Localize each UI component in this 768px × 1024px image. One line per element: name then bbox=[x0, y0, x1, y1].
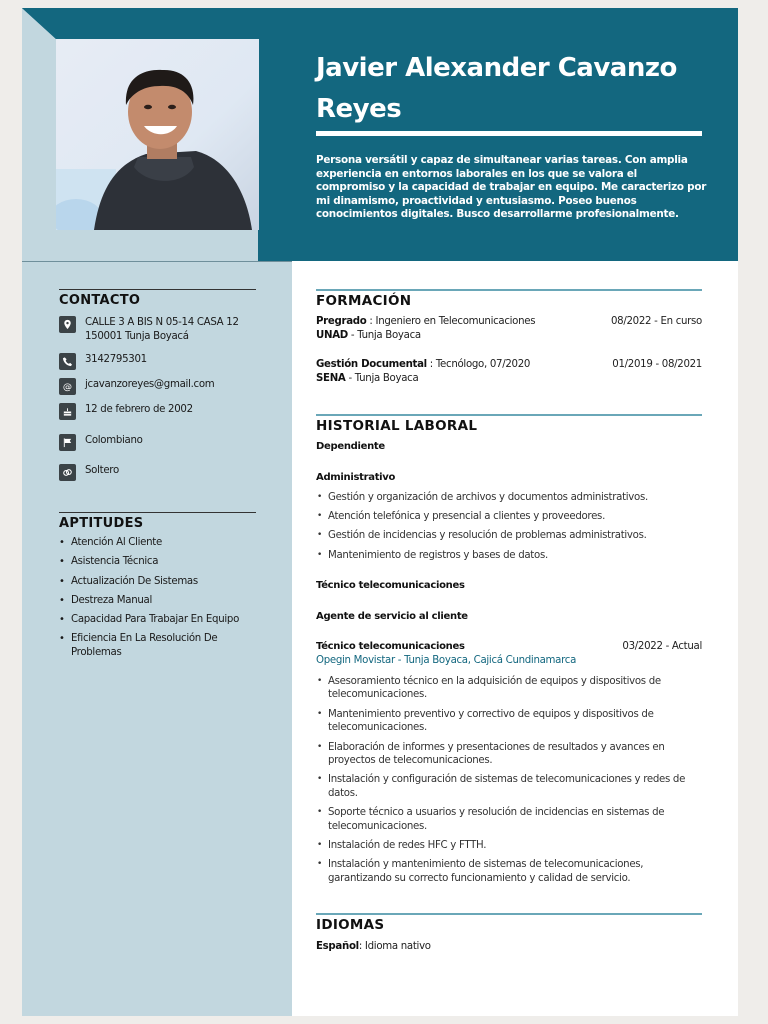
language-name: Español bbox=[316, 941, 359, 952]
list-item: • Soporte técnico a usuarios y resolución de incidencias en sistemas de telecomunicaciones. bbox=[316, 806, 686, 833]
resume-page bbox=[22, 8, 738, 1016]
contact-email[interactable] bbox=[59, 378, 259, 395]
list-item: • Actualización De Sistemas bbox=[59, 575, 259, 589]
contact-phone-text: 3142795301 bbox=[85, 354, 147, 365]
list-item: • Atención Al Cliente bbox=[59, 536, 259, 550]
degree-name: : Ingeniero en Telecomunicaciones bbox=[366, 316, 536, 327]
employment-type: Dependiente bbox=[316, 441, 385, 452]
company-name: Opegin Movistar - Tunja Boyaca, Cajicá Cundinamarca bbox=[316, 655, 577, 666]
list-item: • Gestión de incidencias y resolución de problemas administrativos. bbox=[316, 529, 686, 542]
education-entry bbox=[316, 315, 702, 343]
contact-birthday bbox=[59, 403, 259, 420]
job-date: 03/2022 - Actual bbox=[622, 641, 702, 652]
profile-photo bbox=[56, 39, 259, 230]
location-icon bbox=[59, 316, 76, 333]
skills-list bbox=[59, 536, 259, 665]
education-date: 08/2022 - En curso bbox=[611, 316, 702, 327]
list-item: • Atención telefónica y presencial a clientes y proveedores. bbox=[316, 510, 686, 523]
job-title-agent: Agente de servicio al cliente bbox=[316, 611, 468, 622]
school-place: - Tunja Boyaca bbox=[345, 373, 419, 384]
contact-marital-text: Soltero bbox=[85, 465, 119, 476]
education-date: 01/2019 - 08/2021 bbox=[612, 359, 702, 370]
language-level: : Idioma nativo bbox=[358, 941, 431, 952]
contact-nationality bbox=[59, 434, 259, 451]
email-icon bbox=[59, 378, 76, 395]
profile-summary: Persona versátil y capaz de simultanear varias tareas. Con amplia experiencia en entornos laborales en los que se valora el compromiso y la capacidad de trabajar en equipo. Me caracterizo por mi dinamismo, proactividad y entusiasmo. Poseo buenos conocimientos digitales. Busco desarrollarme profesionalmente. bbox=[316, 154, 707, 221]
flag-icon bbox=[59, 434, 76, 451]
candidate-name: Javier Alexander Cavanzo Reyes bbox=[316, 53, 677, 124]
degree-label: Pregrado bbox=[316, 316, 367, 327]
rings-icon bbox=[59, 464, 76, 481]
degree-label: Gestión Documental bbox=[316, 359, 427, 370]
list-item: • Asesoramiento técnico en la adquisición de equipos y dispositivos de telecomunicaciones. bbox=[316, 675, 686, 702]
school-place: - Tunja Boyaca bbox=[347, 330, 421, 341]
list-item: • Gestión y organización de archivos y documentos administrativos. bbox=[316, 491, 686, 504]
school-name: SENA bbox=[316, 373, 346, 384]
list-item: • Destreza Manual bbox=[59, 594, 259, 608]
sidebar-divider bbox=[22, 261, 292, 262]
list-item: • Elaboración de informes y presentaciones de resultados y avances en proyectos de telecomunicaciones. bbox=[316, 741, 686, 768]
admin-duties-list bbox=[316, 491, 686, 568]
list-item: • Asistencia Técnica bbox=[59, 555, 259, 569]
skills-title: APTITUDES bbox=[59, 516, 144, 531]
contact-phone bbox=[59, 353, 259, 370]
contact-title: CONTACTO bbox=[59, 293, 141, 308]
contact-birthday-text: 12 de febrero de 2002 bbox=[85, 404, 193, 415]
contact-title-rule bbox=[59, 289, 256, 290]
language-entry bbox=[316, 941, 431, 952]
phone-icon bbox=[59, 353, 76, 370]
education-entry bbox=[316, 358, 702, 386]
contact-nationality-text: Colombiano bbox=[85, 435, 143, 446]
list-item: • Mantenimiento de registros y bases de datos. bbox=[316, 549, 686, 562]
svg-text:@: @ bbox=[62, 381, 73, 392]
list-item: • Capacidad Para Trabajar En Equipo bbox=[59, 613, 259, 627]
birthday-icon bbox=[59, 403, 76, 420]
education-title-rule bbox=[316, 289, 702, 291]
list-item: • Eficiencia En La Resolución De Problemas bbox=[59, 632, 229, 659]
job-title-admin: Administrativo bbox=[316, 472, 396, 483]
job-title: Técnico telecomunicaciones bbox=[316, 641, 465, 652]
education-title: FORMACIÓN bbox=[316, 293, 412, 309]
job-duties-list bbox=[316, 675, 686, 891]
skills-title-rule bbox=[59, 512, 256, 513]
languages-title-rule bbox=[316, 913, 702, 915]
degree-name: : Tecnólogo, 07/2020 bbox=[426, 359, 531, 370]
name-underline bbox=[316, 131, 702, 136]
job-title-tech: Técnico telecomunicaciones bbox=[316, 580, 465, 591]
contact-address-text: CALLE 3 A BIS N 05-14 CASA 12 150001 Tunja Boyacá bbox=[85, 317, 239, 342]
contact-marital-status bbox=[59, 464, 259, 481]
school-name: UNAD bbox=[316, 330, 348, 341]
list-item: • Instalación y mantenimiento de sistemas de telecomunicaciones, garantizando su correcto funcionamiento y calidad de servicio. bbox=[316, 858, 686, 885]
list-item: • Instalación de redes HFC y FTTH. bbox=[316, 839, 686, 852]
contact-address bbox=[59, 316, 259, 343]
list-item: • Instalación y configuración de sistemas de telecomunicaciones y redes de datos. bbox=[316, 773, 686, 800]
contact-email-text[interactable]: jcavanzoreyes@gmail.com bbox=[85, 379, 215, 390]
work-title-rule bbox=[316, 414, 702, 416]
list-item: • Mantenimiento preventivo y correctivo de equipos y dispositivos de telecomunicaciones. bbox=[316, 708, 686, 735]
work-title: HISTORIAL LABORAL bbox=[316, 418, 478, 434]
languages-title: IDIOMAS bbox=[316, 917, 385, 933]
